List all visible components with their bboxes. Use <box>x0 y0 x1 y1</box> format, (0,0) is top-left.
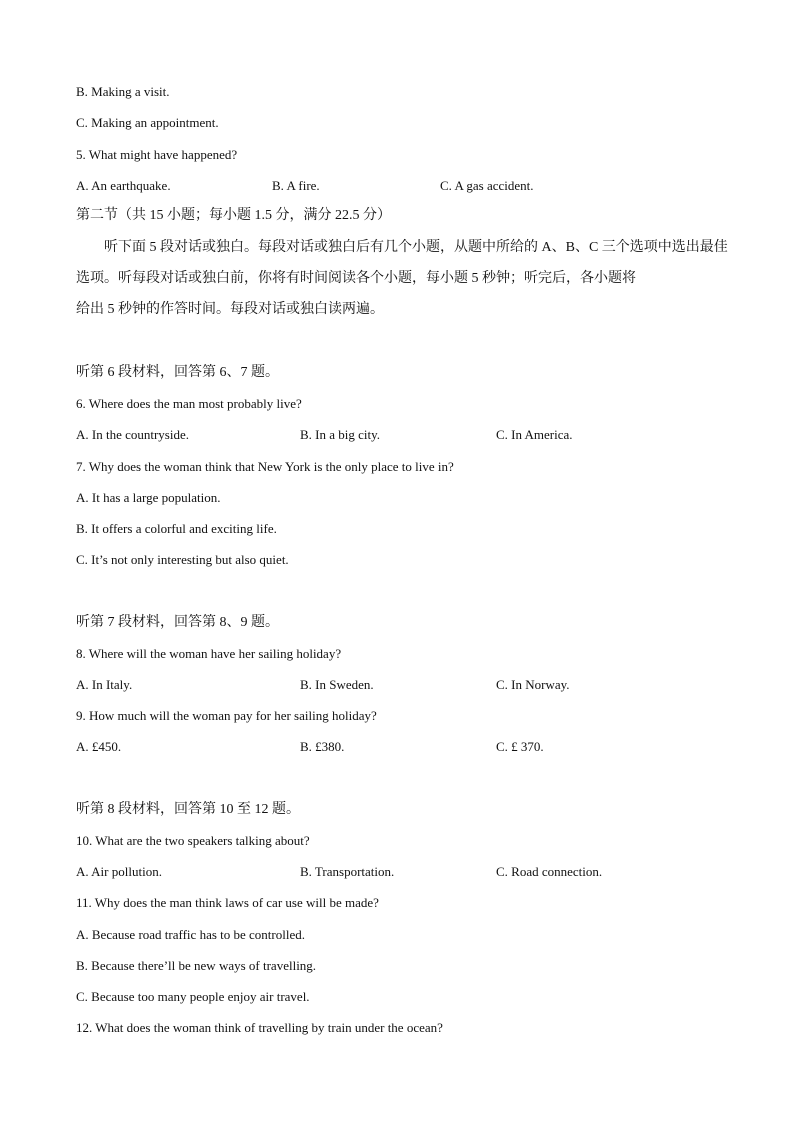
section2-heading: 第二节（共 15 小题；每小题 1.5 分，满分 22.5 分） <box>76 208 391 223</box>
q5-option-a: A. An earthquake. <box>76 178 171 193</box>
q6-question: 6. Where does the man most probably live? <box>76 396 302 411</box>
q11-option-a: A. Because road traffic has to be controlled. <box>76 927 305 942</box>
q7-option-a: A. It has a large population. <box>76 490 221 505</box>
q5-question: 5. What might have happened? <box>76 147 238 162</box>
q8-option-a: A. In Italy. <box>76 677 133 692</box>
q4-option-c: C. Making an appointment. <box>76 115 219 130</box>
section2-instruction-line2: 选项。听每段对话或独白前，你将有时间阅读各个小题，每小题 5 秒钟；听完后，各小题将 <box>76 271 636 286</box>
q6-option-a: A. In the countryside. <box>76 427 190 442</box>
material8-heading: 听第 8 段材料，回答第 10 至 12 题。 <box>76 802 300 817</box>
q10-option-b: B. Transportation. <box>300 864 395 879</box>
section2-instruction-line1: 听下面 5 段对话或独白。每段对话或独白后有几个小题，从题中所给的 A、B、C 三个选项中选出最佳 <box>104 240 728 255</box>
q10-option-c: C. Road connection. <box>496 864 603 879</box>
q4-option-b: B. Making a visit. <box>76 84 170 99</box>
q12-question: 12. What does the woman think of travelling by train under the ocean? <box>76 1020 443 1035</box>
q9-option-b: B. £380. <box>300 739 345 754</box>
material7-heading: 听第 7 段材料，回答第 8、9 题。 <box>76 615 279 630</box>
q10-option-a: A. Air pollution. <box>76 864 162 879</box>
q7-question: 7. Why does the woman think that New York is the only place to live in? <box>76 459 454 474</box>
q11-option-b: B. Because there’ll be new ways of travelling. <box>76 958 317 973</box>
section2-instruction-line3: 给出 5 秒钟的作答时间。每段对话或独白读两遍。 <box>76 302 384 317</box>
q11-question: 11. Why does the man think laws of car use will be made? <box>76 895 379 910</box>
q7-option-c: C. It’s not only interesting but also quiet. <box>76 552 289 567</box>
q6-option-c: C. In America. <box>496 427 573 442</box>
q5-option-c: C. A gas accident. <box>440 178 534 193</box>
q10-question: 10. What are the two speakers talking about? <box>76 833 310 848</box>
q9-question: 9. How much will the woman pay for her sailing holiday? <box>76 708 377 723</box>
q7-option-b: B. It offers a colorful and exciting life. <box>76 521 277 536</box>
q8-option-c: C. In Norway. <box>496 677 570 692</box>
material6-heading: 听第 6 段材料，回答第 6、7 题。 <box>76 365 279 380</box>
q9-option-c: C. £ 370. <box>496 739 544 754</box>
q8-question: 8. Where will the woman have her sailing holiday? <box>76 646 342 661</box>
q9-option-a: A. £450. <box>76 739 122 754</box>
q8-option-b: B. In Sweden. <box>300 677 374 692</box>
q6-option-b: B. In a big city. <box>300 427 381 442</box>
q5-option-b: B. A fire. <box>272 178 320 193</box>
q11-option-c: C. Because too many people enjoy air travel. <box>76 989 310 1004</box>
